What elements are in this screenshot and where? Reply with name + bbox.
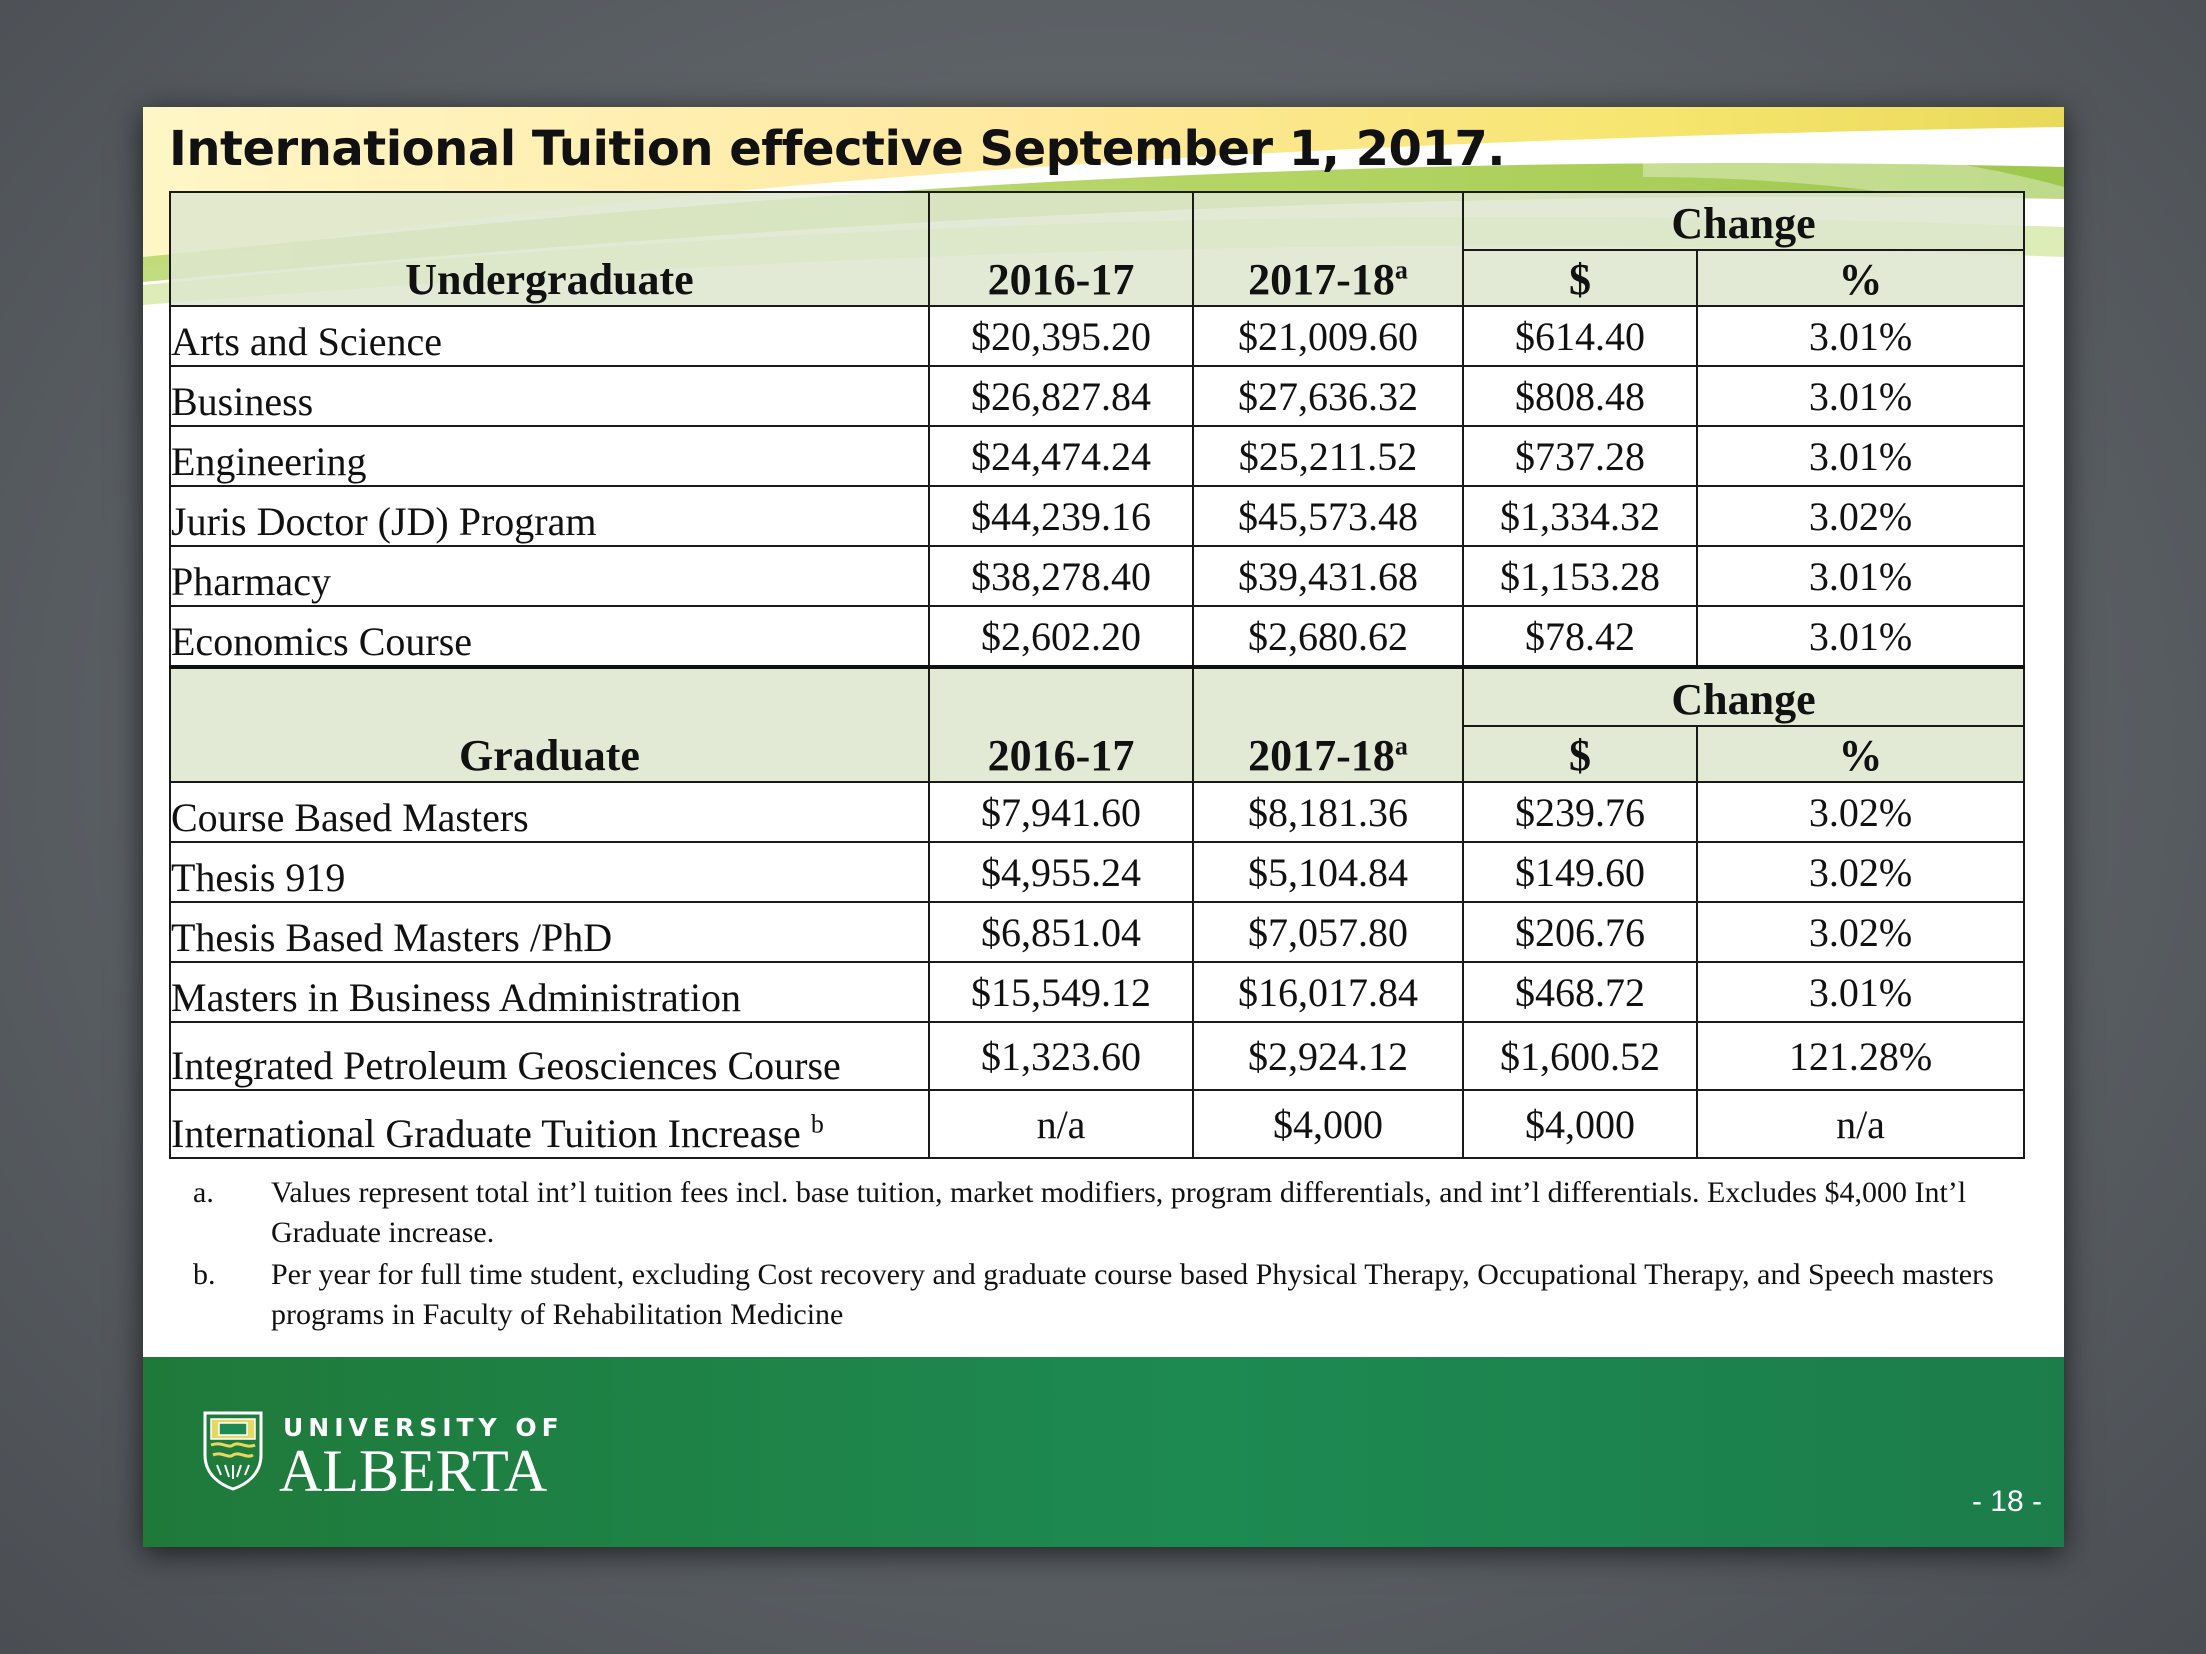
table-row (170, 546, 2024, 606)
footnote-mark: b. (193, 1258, 216, 1291)
change-heading: Change (1463, 192, 2024, 250)
change-dollar: $1,600.52 (1463, 1022, 1697, 1090)
program-name: Engineering (170, 426, 929, 486)
tuition-2016-17: $7,941.60 (929, 782, 1193, 842)
tuition-2016-17: $20,395.20 (929, 306, 1193, 366)
table-row (170, 486, 2024, 546)
change-percent-heading: % (1697, 726, 2024, 782)
change-percent: 3.02% (1697, 902, 2024, 962)
program-name: Economics Course (170, 606, 929, 667)
table-row (170, 1022, 2024, 1090)
change-percent-heading: % (1697, 250, 2024, 306)
table-row (170, 842, 2024, 902)
tuition-2017-18: $25,211.52 (1193, 426, 1463, 486)
change-dollar: $1,334.32 (1463, 486, 1697, 546)
table-row (170, 962, 2024, 1022)
tuition-2016-17: $15,549.12 (929, 962, 1193, 1022)
tuition-2017-18: $16,017.84 (1193, 962, 1463, 1022)
column-2017-18-heading (1193, 192, 1463, 306)
change-dollar-heading: $ (1463, 726, 1697, 782)
undergraduate-heading: Undergraduate (170, 192, 929, 306)
tuition-2017-18: $45,573.48 (1193, 486, 1463, 546)
tuition-2016-17: $2,602.20 (929, 606, 1193, 667)
change-dollar: $78.42 (1463, 606, 1697, 667)
program-name: Course Based Masters (170, 782, 929, 842)
footnote-text: Values represent total int’l tuition fees incl. base tuition, market modifiers, program differentials, and int’l differentials. Excludes $4,000 Int’l Graduate increase. (271, 1176, 1967, 1249)
program-name: Thesis Based Masters /PhD (170, 902, 929, 962)
logo-university-of: UNIVERSITY OF (283, 1413, 564, 1442)
tuition-2016-17: $44,239.16 (929, 486, 1193, 546)
change-heading: Change (1463, 667, 2024, 726)
tuition-2016-17: $1,323.60 (929, 1022, 1193, 1090)
change-percent: 3.01% (1697, 306, 2024, 366)
program-name: Business (170, 366, 929, 426)
column-2017-18-text: 2017-18 (1248, 255, 1395, 304)
change-percent: 121.28% (1697, 1022, 2024, 1090)
change-percent: 3.02% (1697, 486, 2024, 546)
table-row (170, 426, 2024, 486)
tuition-2017-18: $21,009.60 (1193, 306, 1463, 366)
footnotes (193, 1173, 2013, 1337)
tuition-2017-18: $4,000 (1193, 1090, 1463, 1158)
tuition-2016-17: $38,278.40 (929, 546, 1193, 606)
change-percent: 3.01% (1697, 366, 2024, 426)
page-number: - 18 - (1971, 1485, 2042, 1518)
change-percent: 3.01% (1697, 426, 2024, 486)
change-percent: n/a (1697, 1090, 2024, 1158)
tuition-2016-17: n/a (929, 1090, 1193, 1158)
graduate-header-row (170, 667, 2024, 726)
graduate-section (170, 667, 2024, 1158)
program-name: Integrated Petroleum Geosciences Course (170, 1022, 929, 1090)
footnote-b-marker: b (810, 1109, 824, 1139)
tuition-2017-18: $2,924.12 (1193, 1022, 1463, 1090)
change-percent: 3.01% (1697, 962, 2024, 1022)
program-name: Arts and Science (170, 306, 929, 366)
undergraduate-header-row (170, 192, 2024, 250)
footnote-a-marker: a (1394, 731, 1408, 761)
change-dollar: $1,153.28 (1463, 546, 1697, 606)
graduate-heading: Graduate (170, 667, 929, 782)
program-name: Pharmacy (170, 546, 929, 606)
change-percent: 3.02% (1697, 782, 2024, 842)
footnote-a-marker: a (1394, 255, 1408, 285)
change-dollar: $468.72 (1463, 962, 1697, 1022)
program-name: Thesis 919 (170, 842, 929, 902)
tuition-2017-18: $2,680.62 (1193, 606, 1463, 667)
table-row (170, 366, 2024, 426)
table-row (170, 306, 2024, 366)
undergraduate-section (170, 192, 2024, 667)
tuition-table (169, 191, 2025, 1159)
footnote-mark: a. (193, 1176, 214, 1209)
tuition-2016-17: $4,955.24 (929, 842, 1193, 902)
program-name-text: International Graduate Tuition Increase (171, 1111, 801, 1156)
change-dollar: $149.60 (1463, 842, 1697, 902)
change-dollar: $614.40 (1463, 306, 1697, 366)
table-row (170, 606, 2024, 667)
footnote-b (193, 1255, 2013, 1335)
tuition-2016-17: $24,474.24 (929, 426, 1193, 486)
column-2017-18-text: 2017-18 (1248, 731, 1395, 780)
tuition-2017-18: $7,057.80 (1193, 902, 1463, 962)
tuition-2017-18: $8,181.36 (1193, 782, 1463, 842)
crest-icon (201, 1409, 265, 1491)
tuition-2017-18: $5,104.84 (1193, 842, 1463, 902)
program-name (170, 1090, 929, 1158)
change-percent: 3.01% (1697, 606, 2024, 667)
column-2016-17-heading: 2016-17 (929, 667, 1193, 782)
program-name: Masters in Business Administration (170, 962, 929, 1022)
tuition-2017-18: $27,636.32 (1193, 366, 1463, 426)
program-name: Juris Doctor (JD) Program (170, 486, 929, 546)
change-dollar: $239.76 (1463, 782, 1697, 842)
change-dollar: $206.76 (1463, 902, 1697, 962)
tuition-2016-17: $6,851.04 (929, 902, 1193, 962)
column-2016-17-heading: 2016-17 (929, 192, 1193, 306)
footnote-text: Per year for full time student, excluding Cost recovery and graduate course based Physical Therapy, Occupational Therapy, and Speech masters programs in Faculty of Rehabilitation Medicine (271, 1258, 1994, 1331)
tuition-2016-17: $26,827.84 (929, 366, 1193, 426)
change-percent: 3.02% (1697, 842, 2024, 902)
footnote-a (193, 1173, 2013, 1253)
logo-alberta: ALBERTA (279, 1438, 548, 1504)
slide (143, 107, 2064, 1547)
change-percent: 3.01% (1697, 546, 2024, 606)
change-dollar-heading: $ (1463, 250, 1697, 306)
column-2017-18-heading (1193, 667, 1463, 782)
table-row (170, 1090, 2024, 1158)
change-dollar: $737.28 (1463, 426, 1697, 486)
slide-title: International Tuition effective September 1, 2017. (169, 121, 1505, 177)
tuition-2017-18: $39,431.68 (1193, 546, 1463, 606)
table-row (170, 902, 2024, 962)
table-row (170, 782, 2024, 842)
footer-band (143, 1357, 2064, 1547)
change-dollar: $4,000 (1463, 1090, 1697, 1158)
change-dollar: $808.48 (1463, 366, 1697, 426)
